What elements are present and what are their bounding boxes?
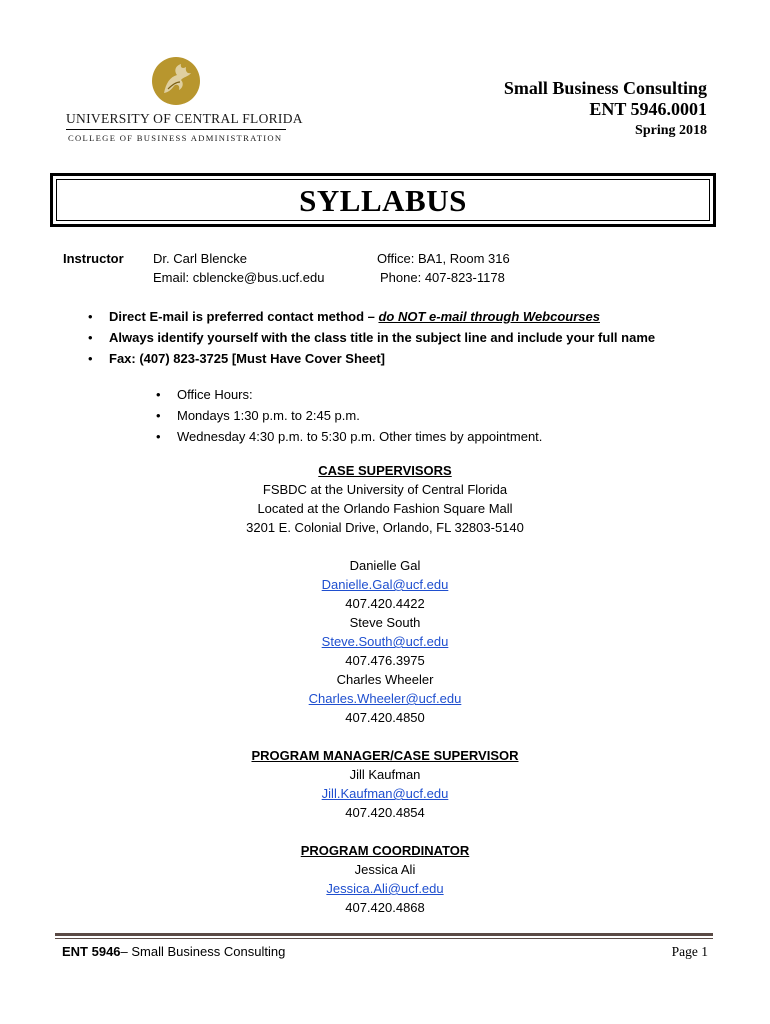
ucf-logo [62, 55, 302, 145]
course-title: Small Business Consulting [503, 78, 707, 98]
coordinator-name: Jessica Ali [354, 862, 416, 877]
page-number: Page 1 [671, 944, 708, 959]
supervisor-email-link[interactable]: Charles.Wheeler@ucf.edu [308, 691, 462, 706]
instructor-name: Dr. Carl Blencke [153, 251, 247, 266]
term: Spring 2018 [635, 123, 707, 138]
manager-name: Jill Kaufman [349, 767, 421, 782]
section-heading: PROGRAM MANAGER/CASE SUPERVISOR [251, 748, 519, 763]
instructor-phone: Phone: 407-823-1178 [380, 270, 505, 285]
pegasus-icon [150, 55, 202, 107]
coordinator-email-link[interactable]: Jessica.Ali@ucf.edu [326, 881, 444, 896]
footer-course [62, 942, 285, 961]
instructor-label: Instructor [63, 251, 124, 266]
supervisor-name: Charles Wheeler [336, 672, 434, 687]
supervisor-email-link[interactable]: Steve.South@ucf.edu [321, 634, 449, 649]
manager-email-link[interactable]: Jill.Kaufman@ucf.edu [321, 786, 449, 801]
contact-note-text: Fax: (407) 823-3725 [Must Have Cover Sheet] [109, 351, 386, 366]
section-heading: CASE SUPERVISORS [318, 463, 452, 478]
section-heading: PROGRAM COORDINATOR [300, 843, 470, 858]
office-hours-list [156, 384, 542, 447]
supervisor-name: Danielle Gal [349, 558, 421, 573]
course-code: ENT 5946.0001 [589, 99, 707, 119]
org-line: 3201 E. Colonial Drive, Orlando, FL 32803-5140 [246, 520, 524, 535]
page-title: SYLLABUS [299, 183, 467, 218]
case-supervisors-section [0, 461, 770, 727]
supervisor-email-link[interactable]: Danielle.Gal@ucf.edu [321, 577, 449, 592]
manager-phone: 407.420.4854 [345, 805, 425, 820]
org-line: FSBDC at the University of Central Florida [262, 482, 508, 497]
program-coordinator-section [0, 841, 770, 917]
contact-note-text: Always identify yourself with the class title in the subject line and include your full name [109, 330, 656, 345]
footer-course-code: ENT 5946 [62, 944, 121, 959]
list-item [88, 306, 655, 327]
supervisor-phone: 407.420.4422 [345, 596, 425, 611]
contact-notes-list [88, 306, 655, 369]
instructor-email: Email: cblencke@bus.ucf.edu [153, 270, 325, 285]
contact-note-text: Direct E-mail is preferred contact method – [109, 309, 379, 324]
list-item [88, 327, 655, 348]
contact-note-emphasis: do NOT e-mail through Webcourses [378, 309, 600, 324]
list-item [88, 348, 655, 369]
org-line: Located at the Orlando Fashion Square Mall [257, 501, 513, 516]
supervisor-name: Steve South [349, 615, 421, 630]
coordinator-phone: 407.420.4868 [345, 900, 425, 915]
course-header [504, 78, 707, 141]
syllabus-title-box [50, 173, 716, 227]
list-item: • Mondays 1:30 p.m. to 2:45 p.m. [156, 405, 542, 426]
university-name: UNIVERSITY OF CENTRAL FLORIDA [66, 111, 303, 126]
footer-course-name: – Small Business Consulting [120, 944, 286, 959]
footer-divider-thick [55, 933, 713, 936]
supervisor-phone: 407.476.3975 [345, 653, 425, 668]
list-item: • Office Hours: [156, 384, 542, 405]
footer-divider-thin [55, 938, 713, 939]
supervisor-phone: 407.420.4850 [345, 710, 425, 725]
instructor-office: Office: BA1, Room 316 [377, 251, 510, 266]
list-item: • Wednesday 4:30 p.m. to 5:30 p.m. Other times by appointment. [156, 426, 542, 447]
program-manager-section [0, 746, 770, 822]
college-name: COLLEGE OF BUSINESS ADMINISTRATION [68, 133, 283, 143]
logo-divider [66, 129, 286, 130]
